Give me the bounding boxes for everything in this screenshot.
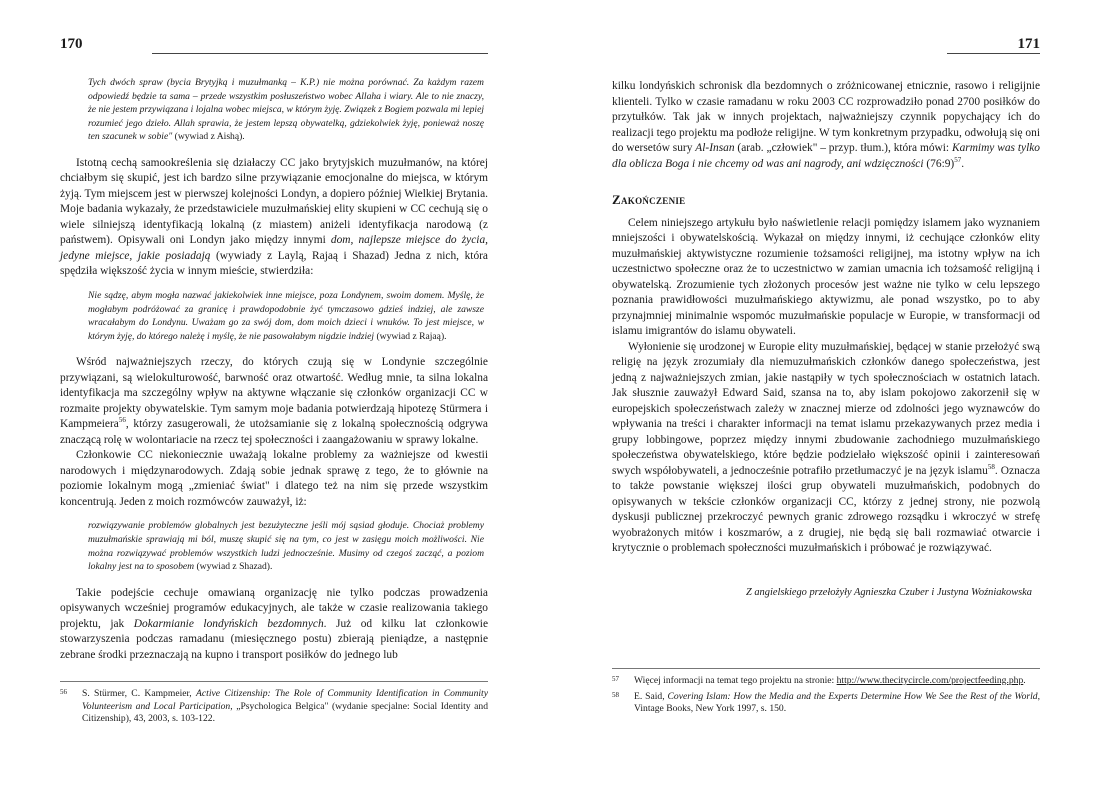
footnote-title: Active Citizenship: The Role of Community Identification in Community Volunteerism and Local Participation xyxy=(82,688,488,712)
paragraph-text: (arab. „człowiek" – przyp. tłum.), która mówi: xyxy=(734,142,952,154)
quote-text: rozwiązywanie problemów globalnych jest bezużyteczne jeśli mój sąsiad głoduje. Chociaż problemy muzułmańskie sprawiają mi ból, muszę skupić się na tym, co jest w zasięgu moich możliwości. Nie można rozwiązywać problemów wszystkich ludzi jednocześnie. Musimy od czegoś zacząć, a poziom lokalny jest na to sposobem xyxy=(88,520,484,573)
paragraph-emphasis: Dokarmianie londyńskich bezdomnych xyxy=(133,617,324,630)
section-heading: Zakończenie xyxy=(612,192,686,207)
paragraph-emphasis: Al-Insan xyxy=(695,142,735,154)
left-page xyxy=(60,0,488,786)
footnote-ref[interactable]: 58 xyxy=(987,462,995,471)
block-quote xyxy=(60,519,488,573)
footnote-text: , „Psychologica Belgica" (wydanie specjalne: Social Identity and Citizenship), 43, 2003, s. 103-122. xyxy=(82,700,489,725)
footnote-rule xyxy=(60,681,488,682)
footnote-number: 58 xyxy=(612,690,619,699)
paragraph xyxy=(60,586,488,664)
paragraph-text: , którzy zasugerowali, że utożsamianie się z lokalną społecznością odgrywa znaczącą rolę w wolontariacie na rzecz tej społeczności i zaangażowaniu w sprawy lokalne. xyxy=(60,418,488,446)
paragraph xyxy=(60,355,488,448)
footnotes xyxy=(612,668,1040,719)
footnote-link[interactable]: http://www.thecitycircle.com/projectfeeding.php xyxy=(836,675,1024,686)
paragraph xyxy=(612,79,1040,172)
footnote-number: 57 xyxy=(612,675,619,683)
translator-credit: Z angielskiego przełożyły Agnieszka Czuber i Justyna Woźniakowska xyxy=(745,586,1032,598)
paragraph xyxy=(612,340,1040,557)
page-number: 171 xyxy=(1017,36,1040,52)
footnote-text: Więcej informacji na temat tego projektu na stronie: xyxy=(634,675,837,686)
paragraph: Celem niniejszego artykułu było naświetlenie relacji pomiędzy islamem jako wyznaniem mniejszości i obywatelskością. Wykazał on między innymi, iż cechujące członków elity muzułmańskiej aktywistyczne rozumienie tożsamości religijnej, ma istotny wpływ na ich uczestnictwo społeczne oraz że to uczestnictwo w zamian umacnia ich tożsamość religijną i obywatelską. Zrozumienie tych złożonych procesów jest ważne nie tylko w celu lepszego poznania prawidłowości muzułmańskiego aktywizmu, ale ponad wszystko, po to aby przynajmniej minimalnie wspomóc muzułmańskie populacje w Europie, w transformacji od islamu imigrantów do islamu obywateli. xyxy=(612,216,1040,337)
footnote-rule xyxy=(612,668,1040,669)
footnote-number: 56 xyxy=(60,688,67,696)
footnote-ref[interactable]: 56 xyxy=(118,416,126,425)
page-number: 170 xyxy=(60,36,83,52)
footnote-ref[interactable]: 57 xyxy=(954,155,962,164)
block-quote xyxy=(60,289,488,343)
footnote xyxy=(612,675,1040,688)
paragraph-text: Wyłonienie się urodzonej w Europie elity muzułmańskiej, będącej w stanie przełożyć swą religię na język zrozumiały dla niemuzułmańskich członków danego społeczeństwa, jest jedną z najważniejszych zmian, jakie nastąpiły w tych społecznościach w ostatnich latach. Jak słusznie zauważył Edward Said, szansa na to, aby islam pokojowo zakorzenił się w europejskich społeczeństwach zależy w znacznej mierze od zdolności jego wyznawców do wpływania na treści i charakter informacji na temat islamu przekazywanych przez media i grupy lobbingowe, poprzez między innymi zbudowanie zachodniego muzułmańskiego społeczeństwa obywatelskiego, które będzie podzielało większość opinii i zainteresowań swych współobywateli, a jednocześnie potrafiło przetłumaczyć je na język islamu xyxy=(612,340,1040,477)
footnote xyxy=(612,691,1040,716)
footnotes xyxy=(60,681,488,729)
block-quote xyxy=(60,76,488,144)
quote-text: Nie sądzę, abym mogła nazwać jakiekolwiek inne miejsce, poza Londynem, swoim domem. Myślę, że mogłabym podróżować za granicę i prawdopodobnie żyć tymczasowo gdzieś indziej, ale zawsze wracałabym do Londynu. Uważam go za swój dom, dom moich dzieci i wnuków. To jest miejsce, w którym żyję, do którego należę i myślę, że nie pasowałabym nigdzie indziej xyxy=(88,289,484,342)
paragraph-text: Istotną cechą samookreślenia się działaczy CC jako brytyjskich muzułmanów, na której chciałbym się skupić, jest ich bardzo silne przywiązanie emocjonalne do miejsca, w którym żyją. Tym miejscem jest w pierwszej kolejności Londyn, a dopiero później Wielkiej Brytania. Moje badania wykazały, że przedstawiciele muzułmańskiej elity skupieni w CC cechują się o wiele silniejszą identyfikacją lokalną (z miastem) aniżeli identyfikacja narodową (z państwem). Opisywali oni Londyn jako między innymi xyxy=(60,156,488,247)
footnote-text: . xyxy=(1023,675,1026,686)
paragraph-emphasis: Karmimy was tylko dla oblicza Boga i nie chcemy od was ani nagrody, ani wdzięczności xyxy=(612,142,1040,170)
footnote-text: , Vintage Books, New York 1997, s. 150. xyxy=(634,690,1040,715)
paragraph-text: Takie podejście cechuje omawianą organizację nie tylko podczas prowadzenia opisywanych wcześniej programów edukacyjnych, ale także w czasie realizowania takiego projektu, jak xyxy=(60,586,488,630)
page-body xyxy=(612,79,1040,611)
page-body xyxy=(60,76,488,663)
paragraph: Członkowie CC niekoniecznie uważają lokalne problemy za ważniejsze od kwestii narodowych i międzynarodowych. Zdają sobie jednak sprawę z tego, że to głównie na poziomie lokalnym mogą „zmieniać świat" i dlatego też na nim się przede wszystkim koncentrują. Jeden z moich rozmówców zauważył, iż: xyxy=(60,449,488,508)
footnote-title: Covering Islam: How the Media and the Experts Determine How We See the Rest of the World xyxy=(667,690,1038,702)
quote-source: (wywiad z Aishą). xyxy=(172,131,245,143)
quote-source: (wywiad z Rajaą). xyxy=(374,330,447,342)
right-page xyxy=(612,0,1040,786)
paragraph-text: Wśród najważniejszych rzeczy, do których czują się w Londynie szczególnie przywiązani, są wielokulturowość, barwność oraz otwartość. Według mnie, ta silna lokalna identyfikacja ma szczególny wpływ na aktywne włączanie się członków organizacji CC w rozmaite projekty obywatelskie. Tym samym moje badania potwierdzają hipotezę Stürmera i Kampmeiera xyxy=(60,356,488,431)
paragraph-text: . Już od kilku lat członkowie stowarzyszenia podczas ramadanu (miesięcznego postu) zbierają pieniądze, a następnie zebrane środki przeznaczają na kupno i transport posiłków do jednego lub xyxy=(60,617,489,661)
paragraph xyxy=(60,156,488,280)
paragraph-text: . Oznacza to także powstanie większej ilości grup obywateli muzułmańskich, podobnych do opisywanych w tekście członków organizacji CC, którzy z jednej strony, nie pozwolą dyskusji publicznej przekroczyć pewnych granic zdrowego rozsądku i wkroczyć w strefę wyobrażonych mitów i koszmarów, a z drugiej, nie będą się bali rozmawiać otwarcie i krytycznie o problemach społeczności muzułmańskich i próbować je rozwiązywać. xyxy=(612,464,1040,554)
paragraph-emphasis: dom, najlepsze miejsce do życia, jedyne miejsce, jakie posiadają xyxy=(60,234,488,262)
footnote-text: S. Stürmer, C. Kampmeier, xyxy=(82,688,197,699)
header-rule xyxy=(947,53,1040,54)
header-rule xyxy=(152,53,488,54)
paragraph-text: (76:9) xyxy=(923,157,955,170)
footnote-text: E. Said, xyxy=(634,690,668,702)
quote-text: Tych dwóch spraw (bycia Brytyjką i muzułmanką – K.P.) nie można porównać. Za każdym razem odpowiedź będzie ta sama – przede wszystkim posłuszeństwo wobec Allaha i wiary. Ale to nie znaczy, że nie jestem przywiązana i lojalna wobec miejsca, w którym żyję. Związek z Bogiem pozwala mi lepiej rozumieć jego dzieło. Allah sprawia, że jestem lepszą obywatelką, gdziekolwiek żyję, ponieważ noszę ten szacunek w sobie" xyxy=(88,77,484,143)
paragraph-text: . xyxy=(961,157,965,170)
quote-source: (wywiad z Shazad). xyxy=(194,561,273,573)
paragraph-text: (wywiady z Laylą, Rajaą i Shazad) Jedna z nich, która spędziła większość życia w innym mieście, stwierdziła: xyxy=(60,249,488,278)
paragraph-text: kilku londyńskich schronisk dla bezdomnych o zróżnicowanej etnicznie, rasowo i religijnie klienteli. Tylko w czasie ramadanu w roku 2003 CC rozprowadziło ponad 2700 posiłków do przytułków. Tak jak w innych projektach, najważniejszy czynnik popychający ich do realizacji tego projektu ma podłoże religijne. W tym konkretnym przypadku, odwołują się oni do wersetów sury xyxy=(612,80,1040,154)
footnote xyxy=(60,688,488,726)
